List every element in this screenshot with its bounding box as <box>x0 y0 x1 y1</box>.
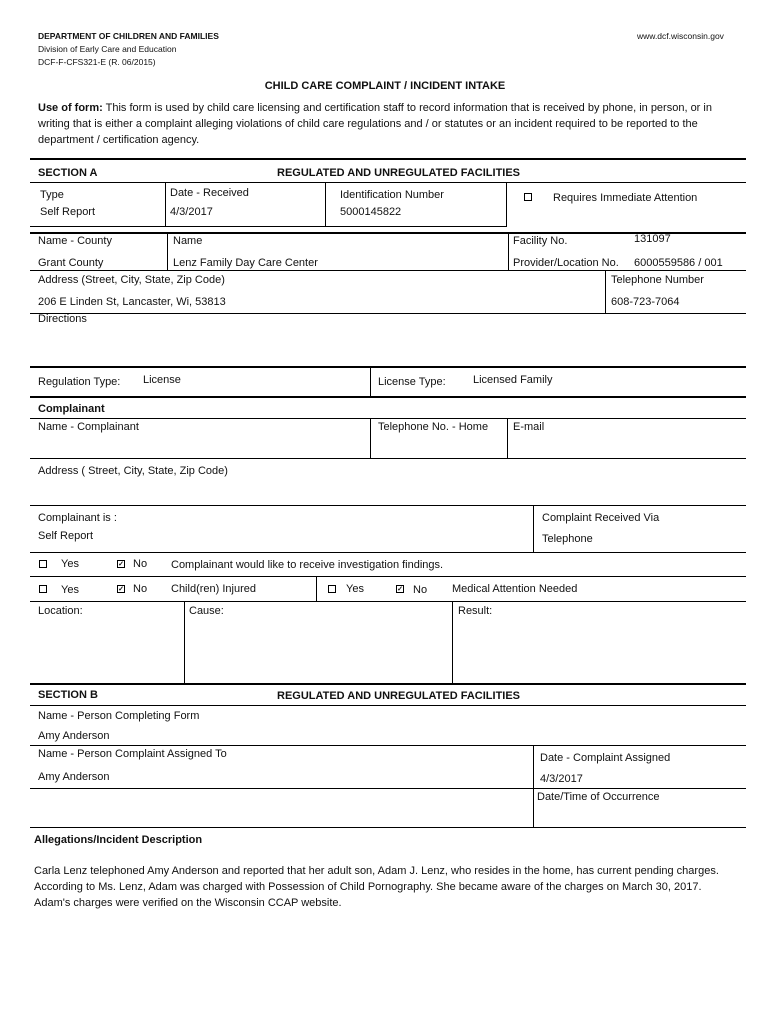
divider <box>165 182 166 227</box>
provider-location-label: Provider/Location No. <box>513 257 619 269</box>
medical-yes-checkbox[interactable] <box>328 585 336 593</box>
medical-no-checkbox[interactable]: ✓ <box>397 586 403 593</box>
section-a-label: SECTION A <box>38 167 98 179</box>
divider <box>533 745 534 827</box>
complainant-is-value[interactable]: Self Report <box>38 530 94 542</box>
injured-yes-checkbox[interactable] <box>39 585 47 593</box>
facility-no-label: Facility No. <box>513 235 568 247</box>
form-title: CHILD CARE COMPLAINT / INCIDENT INTAKE <box>264 80 506 92</box>
findings-no-label: No <box>133 558 148 570</box>
divider <box>508 232 509 270</box>
divider <box>30 313 746 314</box>
medical-attention-label: Medical Attention Needed <box>452 583 578 595</box>
cause-label: Cause: <box>189 605 224 617</box>
complainant-email-label: E-mail <box>513 421 545 433</box>
completing-value[interactable]: Amy Anderson <box>38 730 110 742</box>
divider <box>316 576 317 601</box>
location-label: Location: <box>38 605 83 617</box>
immediate-attention-label: Requires Immediate Attention <box>553 192 698 204</box>
complainant-address-label: Address ( Street, City, State, Zip Code) <box>38 465 228 477</box>
injured-yes-label: Yes <box>61 584 79 596</box>
complainant-name-label: Name - Complainant <box>38 421 139 433</box>
divider <box>30 366 746 368</box>
divider <box>370 418 371 458</box>
use-of-form-text: This form is used by child care licensing and certification staff to record information that is received by phone, in person, or in writing that is either a complaint alleging violations of child care regulations and / or statutes or an incident required to be reported to the department / certification agency. <box>38 102 712 146</box>
use-of-form-label: Use of form: <box>38 102 103 114</box>
children-injured-label: Child(ren) Injured <box>171 583 256 595</box>
type-label: Type <box>40 189 64 201</box>
findings-no-checkbox[interactable]: ✓ <box>118 561 124 568</box>
divider <box>30 601 746 602</box>
directions-label: Directions <box>38 313 87 325</box>
website-link[interactable]: www.dcf.wisconsin.gov <box>637 31 724 41</box>
divider <box>506 182 507 227</box>
type-value[interactable]: Self Report <box>40 206 96 218</box>
divider <box>30 396 746 398</box>
department-name: DEPARTMENT OF CHILDREN AND FAMILIES <box>38 31 219 41</box>
division-name: Division of Early Care and Education <box>38 44 177 54</box>
divider <box>30 827 746 828</box>
injured-no-label: No <box>133 583 148 595</box>
county-value[interactable]: Grant County <box>38 257 104 269</box>
telephone-label: Telephone Number <box>611 274 704 286</box>
divider <box>30 552 746 553</box>
divider <box>30 270 746 271</box>
occurrence-label: Date/Time of Occurrence <box>537 791 660 803</box>
complainant-heading: Complainant <box>38 403 105 415</box>
divider <box>30 418 746 419</box>
regulation-type-label: Regulation Type: <box>38 376 121 388</box>
id-number-value[interactable]: 5000145822 <box>340 206 402 218</box>
divider <box>30 705 746 706</box>
allegations-text: Carla Lenz telephoned Amy Anderson and reported that her adult son, Adam J. Lenz, who resides in the home, has current pending charges. According to Ms. Lenz, Adam was charged with Possession of Child Pornography. She became aware of the charges on March 30, 2017. Adam's charges were verified on the Wisconsin CCAP website. <box>34 865 719 909</box>
divider <box>325 182 326 227</box>
section-b-title: REGULATED AND UNREGULATED FACILITIES <box>277 690 521 702</box>
telephone-value[interactable]: 608-723-7064 <box>611 296 680 308</box>
complainant-is-label: Complainant is : <box>38 512 117 524</box>
divider <box>452 601 453 683</box>
form-number: DCF-F-CFS321-E (R. 06/2015) <box>38 57 156 67</box>
injured-no-checkbox[interactable]: ✓ <box>118 586 124 593</box>
facility-no-value[interactable]: 131097 <box>634 233 671 245</box>
divider <box>30 226 506 227</box>
address-label: Address (Street, City, State, Zip Code) <box>38 274 225 286</box>
id-number-label: Identification Number <box>340 189 444 201</box>
complainant-phone-label: Telephone No. - Home <box>378 421 489 433</box>
divider <box>30 788 746 789</box>
completing-label: Name - Person Completing Form <box>38 710 200 722</box>
findings-label: Complainant would like to receive investigation findings. <box>171 559 444 571</box>
license-type-value[interactable]: Licensed Family <box>473 374 553 386</box>
provider-location-value[interactable]: 6000559586 / 001 <box>634 257 723 269</box>
regulation-type-value[interactable]: License <box>143 374 181 386</box>
section-a-title: REGULATED AND UNREGULATED FACILITIES <box>277 167 521 179</box>
immediate-attention-checkbox[interactable] <box>524 193 532 201</box>
assigned-label: Name - Person Complaint Assigned To <box>38 748 227 760</box>
received-via-value[interactable]: Telephone <box>542 533 593 545</box>
facility-name-value[interactable]: Lenz Family Day Care Center <box>173 257 318 269</box>
divider <box>30 505 746 506</box>
section-b-rule <box>30 683 746 685</box>
divider <box>533 505 534 552</box>
date-received-label: Date - Received <box>170 187 249 199</box>
findings-yes-checkbox[interactable] <box>39 560 47 568</box>
allegations-heading: Allegations/Incident Description <box>34 834 203 846</box>
license-type-label: License Type: <box>378 376 446 388</box>
date-assigned-label: Date - Complaint Assigned <box>540 752 671 764</box>
divider <box>507 418 508 458</box>
date-received-value[interactable]: 4/3/2017 <box>170 206 213 218</box>
facility-name-label: Name <box>173 235 203 247</box>
received-via-label: Complaint Received Via <box>542 512 660 524</box>
county-label: Name - County <box>38 235 112 247</box>
section-b-label: SECTION B <box>38 689 98 701</box>
divider <box>30 745 746 746</box>
findings-yes-label: Yes <box>61 558 79 570</box>
address-value[interactable]: 206 E Linden St, Lancaster, Wi, 53813 <box>38 296 226 308</box>
assigned-value[interactable]: Amy Anderson <box>38 771 110 783</box>
result-label: Result: <box>458 605 493 617</box>
divider <box>184 601 185 683</box>
use-of-form <box>38 100 738 148</box>
divider <box>370 366 371 396</box>
divider <box>30 458 746 459</box>
divider <box>30 182 746 183</box>
divider <box>605 270 606 314</box>
section-a-rule <box>30 158 746 160</box>
date-assigned-value[interactable]: 4/3/2017 <box>540 773 583 785</box>
divider <box>30 576 746 577</box>
medical-no-label: No <box>413 584 428 596</box>
divider <box>167 232 168 270</box>
medical-yes-label: Yes <box>346 583 364 595</box>
